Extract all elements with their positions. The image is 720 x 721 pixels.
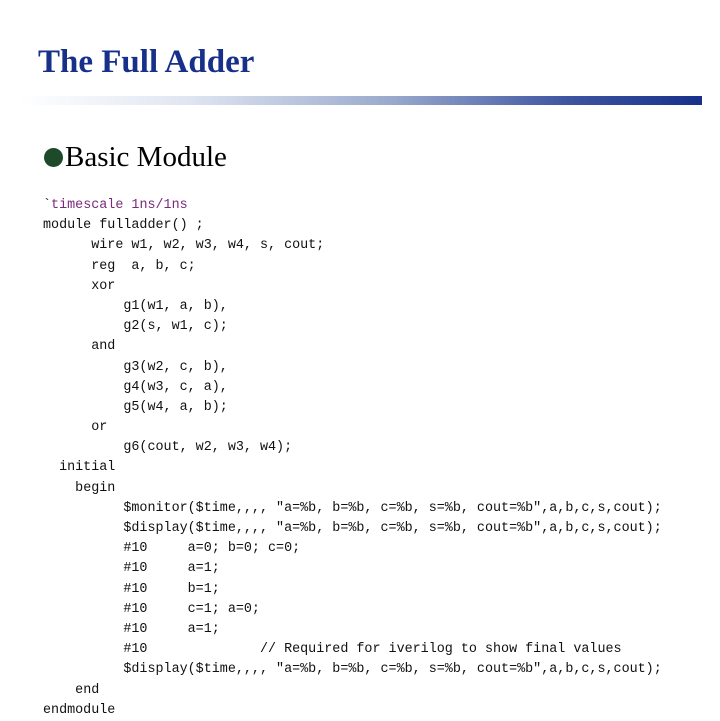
- code-text: end: [75, 682, 100, 698]
- code-text: #10 c=1; a=0;: [123, 601, 260, 617]
- code-indent: [43, 541, 123, 556]
- code-indent: [43, 602, 123, 617]
- code-indent: [43, 481, 75, 496]
- code-text: g4(w3, c, a),: [123, 379, 228, 395]
- code-indent: [43, 238, 91, 253]
- code-text: or: [91, 420, 108, 436]
- code-indent: [43, 521, 123, 536]
- code-text: #10 b=1;: [123, 581, 220, 597]
- code-text: reg a, b, c;: [91, 258, 196, 274]
- code-indent: [43, 440, 123, 455]
- code-line: [43, 438, 662, 458]
- code-text: begin: [75, 480, 116, 496]
- code-text: g2(s, w1, c);: [123, 319, 228, 335]
- code-indent: [43, 582, 123, 597]
- code-line: [43, 600, 662, 620]
- code-line: [43, 378, 662, 398]
- code-text: endmodule: [43, 702, 116, 718]
- code-indent: [43, 420, 91, 435]
- code-line: [43, 196, 662, 216]
- code-line: [43, 519, 662, 539]
- code-line: [43, 479, 662, 499]
- code-text: timescale 1ns/1ns: [51, 198, 188, 213]
- code-indent: [43, 299, 123, 314]
- code-indent: [43, 501, 123, 516]
- code-line: [43, 398, 662, 418]
- code-text: module fulladder() ;: [43, 218, 204, 234]
- code-text: #10 a=1;: [123, 621, 220, 637]
- code-indent: [43, 662, 123, 677]
- code-line: [43, 236, 662, 256]
- bullet-item: [44, 141, 227, 174]
- code-text: $display($time,,,, "a=%b, b=%b, c=%b, s=%b, cout=%b",a,b,c,s,cout);: [123, 662, 662, 678]
- code-line: [43, 580, 662, 600]
- code-line: [43, 701, 662, 721]
- code-line: [43, 358, 662, 378]
- code-line: [43, 499, 662, 519]
- code-text: g5(w4, a, b);: [123, 399, 228, 415]
- code-indent: [43, 259, 91, 274]
- code-indent: [43, 319, 123, 334]
- code-line: [43, 418, 662, 438]
- code-line: [43, 458, 662, 478]
- code-line: [43, 559, 662, 579]
- title-divider: [20, 96, 702, 105]
- code-indent: [43, 400, 123, 415]
- code-text: g3(w2, c, b),: [123, 359, 228, 375]
- code-text: wire w1, w2, w3, w4, s, cout;: [91, 238, 325, 254]
- code-line: [43, 620, 662, 640]
- code-text: initial: [59, 460, 116, 476]
- code-indent: [43, 561, 123, 576]
- code-text: #10 a=0; b=0; c=0;: [123, 541, 301, 557]
- backtick: `: [43, 198, 52, 213]
- code-indent: [43, 279, 91, 294]
- code-indent: [43, 380, 123, 395]
- code-indent: [43, 622, 123, 637]
- code-text: and: [91, 339, 116, 355]
- code-text: $display($time,,,, "a=%b, b=%b, c=%b, s=%b, cout=%b",a,b,c,s,cout);: [123, 521, 662, 536]
- code-text: #10 a=1;: [123, 561, 220, 577]
- code-line: [43, 640, 662, 660]
- code-line: [43, 277, 662, 297]
- code-indent: [43, 683, 75, 698]
- code-text: $monitor($time,,,, "a=%b, b=%b, c=%b, s=%b, cout=%b",a,b,c,s,cout);: [123, 500, 662, 516]
- code-line: [43, 297, 662, 317]
- code-indent: [43, 360, 123, 375]
- code-block: [43, 196, 662, 721]
- code-line: [43, 337, 662, 357]
- code-indent: [43, 460, 59, 475]
- code-indent: [43, 642, 123, 657]
- code-line: [43, 539, 662, 559]
- code-text: #10 // Required for iverilog to show final values: [123, 642, 622, 658]
- code-indent: [43, 339, 91, 354]
- code-line: [43, 681, 662, 701]
- bullet-text: Basic Module: [65, 141, 227, 173]
- code-line: [43, 216, 662, 236]
- code-line: [43, 660, 662, 680]
- code-text: g6(cout, w2, w3, w4);: [123, 440, 293, 456]
- code-line: [43, 257, 662, 277]
- bullet-dot-icon: [44, 148, 63, 167]
- slide-title: The Full Adder: [38, 44, 255, 80]
- code-text: xor: [91, 278, 116, 294]
- code-line: [43, 317, 662, 337]
- code-text: g1(w1, a, b),: [123, 298, 228, 314]
